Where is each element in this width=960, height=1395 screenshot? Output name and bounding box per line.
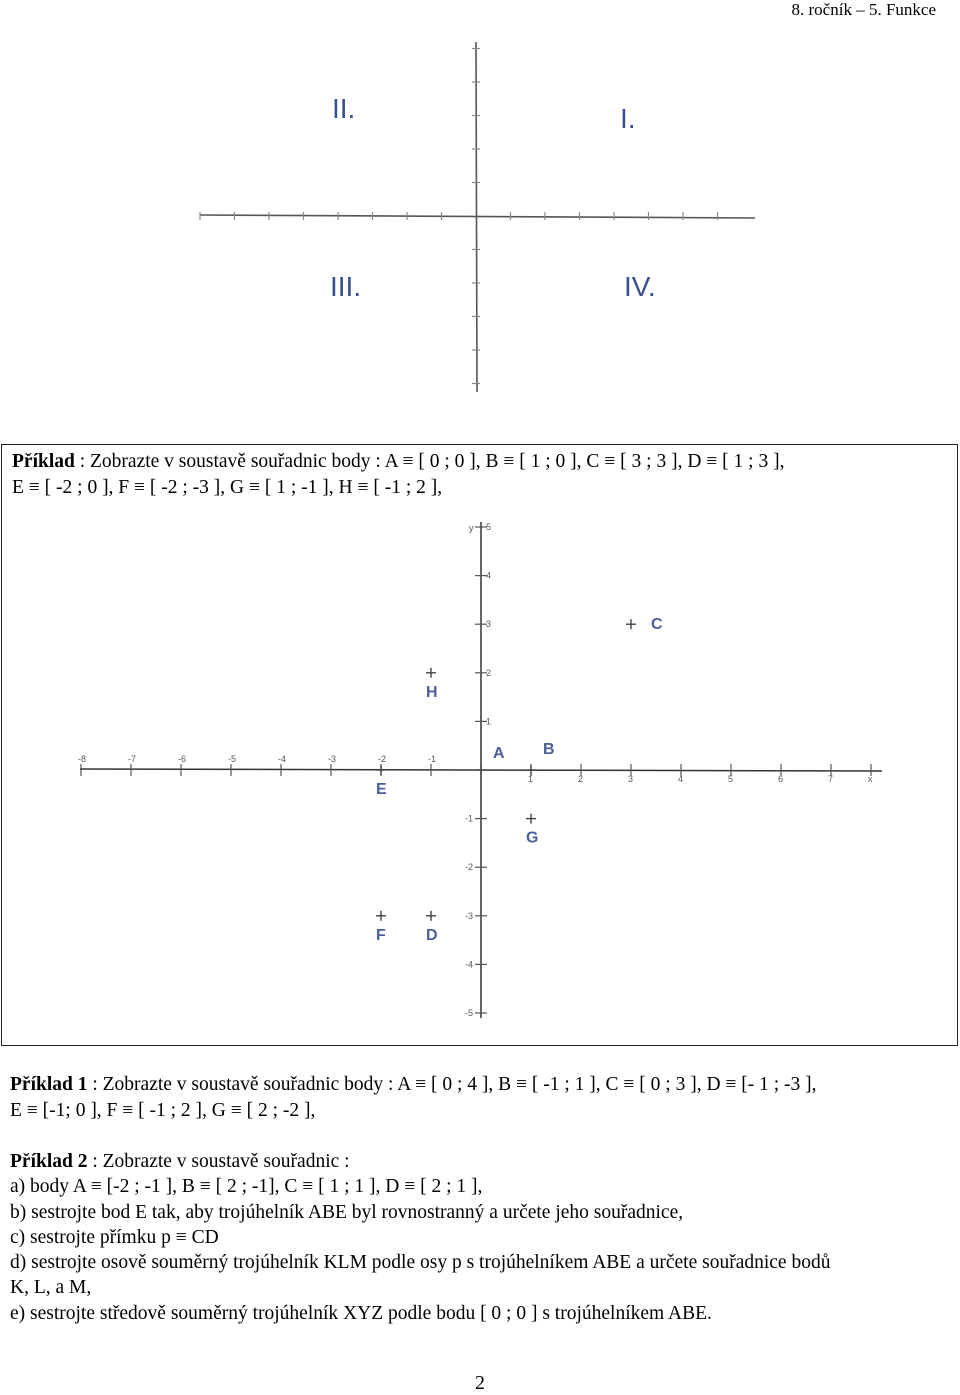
x-tick-label: 6 [778, 774, 784, 784]
point-label-f: F [376, 926, 386, 944]
quadrant-diagram [0, 30, 960, 430]
quadrant-label-ii: II. [332, 93, 356, 124]
example-0-label: Příklad [12, 451, 75, 472]
example-1-text: : Zobrazte v soustavě souřadnic body : A ≡ [ 0 ; 4 ], B ≡ [ -1 ; 1 ], C ≡ [ 0 ; 3 ], D ≡ [- 1 ; -3 ], [87, 1074, 817, 1095]
example-2-item-b: b) sestrojte bod E tak, aby trojúhelník ABE byl rovnostranný a určete jeho souřadnice, [10, 1202, 684, 1223]
example-2-item-d-cont: K, L, a M, [10, 1277, 92, 1298]
example-2-intro [10, 1149, 350, 1175]
point-label-c: C [651, 616, 663, 634]
example-2-intro-text: : Zobrazte v soustavě souřadnic : [87, 1151, 350, 1172]
page-number: 2 [475, 1372, 485, 1394]
x-tick-label: -4 [278, 754, 287, 764]
quadrant-label-i: I. [620, 103, 636, 134]
example-0-text: : Zobrazte v soustavě souřadnic body : A ≡ [ 0 ; 0 ], B ≡ [ 1 ; 0 ], C ≡ [ 3 ; 3 ], D ≡ [ 1 ; 3 ], [74, 451, 785, 472]
x-tick-label: 2 [578, 774, 584, 784]
y-tick-label: -2 [465, 862, 474, 873]
example-2-item-e: e) sestrojte středově souměrný trojúhelník XYZ podle bodu [ 0 ; 0 ] s trojúhelníkem ABE. [10, 1303, 712, 1324]
x-tick-label: 7 [828, 774, 834, 784]
quadrant-label-iv: IV. [624, 271, 656, 302]
x-tick-label: -3 [328, 754, 337, 764]
x-tick-label: 3 [628, 774, 634, 784]
example-1-line1 [10, 1072, 817, 1098]
x-tick-label: -7 [128, 754, 137, 764]
quadrant-y-axis [476, 42, 477, 392]
point-label-g: G [526, 829, 539, 847]
quadrant-label-iii: III. [330, 271, 362, 302]
y-tick-label: 1 [486, 716, 492, 727]
x-tick-label: -2 [378, 754, 387, 764]
quadrant-x-axis [200, 215, 755, 218]
example-1-line2: E ≡ [-1; 0 ], F ≡ [ -1 ; 2 ], G ≡ [ 2 ; -2 ], [10, 1100, 316, 1121]
x-tick-label: -1 [428, 754, 437, 764]
point-label-h: H [426, 683, 438, 701]
y-tick-label: 4 [486, 570, 492, 581]
point-label-d: D [426, 926, 438, 944]
y-tick-label: 3 [486, 619, 492, 630]
example-2-item-a: a) body A ≡ [-2 ; -1 ], B ≡ [ 2 ; -1], C ≡ [ 1 ; 1 ], D ≡ [ 2 ; 1 ], [10, 1176, 483, 1197]
y-tick-label: -5 [465, 1008, 474, 1018]
point-label-e: E [376, 781, 387, 798]
x-tick-label: 5 [728, 774, 734, 784]
example-box [1, 444, 958, 1046]
y-tick-label: -4 [465, 959, 474, 970]
example-1-label: Příklad 1 [10, 1074, 88, 1095]
page-header: 8. ročník – 5. Funkce [791, 0, 936, 19]
x-tick-label: x [868, 774, 873, 784]
x-tick-label: 4 [678, 774, 684, 784]
x-tick-label: 1 [528, 774, 534, 784]
point-label-a: A [493, 745, 505, 762]
x-tick-label: -6 [178, 754, 187, 764]
y-tick-label: -3 [465, 910, 474, 921]
example-2-item-c: c) sestrojte přímku p ≡ CD [10, 1227, 219, 1248]
x-tick-label: -5 [228, 754, 237, 764]
y-tick-label: 5 [486, 522, 492, 532]
point-label-b: B [543, 741, 555, 758]
example-0-line2: E ≡ [ -2 ; 0 ], F ≡ [ -2 ; -3 ], G ≡ [ 1 ; -1 ], H ≡ [ -1 ; 2 ], [12, 477, 443, 498]
y-tick-label: 2 [486, 667, 492, 678]
example-0-line1 [12, 449, 784, 475]
example-2-item-d: d) sestrojte osově souměrný trojúhelník KLM podle osy p s trojúhelníkem ABE a určete souřadnice bodů [10, 1252, 831, 1273]
y-tick-label: -1 [465, 813, 474, 824]
x-tick-label: -8 [78, 754, 87, 764]
y-axis-label: y [469, 523, 474, 533]
example-2-label: Příklad 2 [10, 1151, 88, 1172]
